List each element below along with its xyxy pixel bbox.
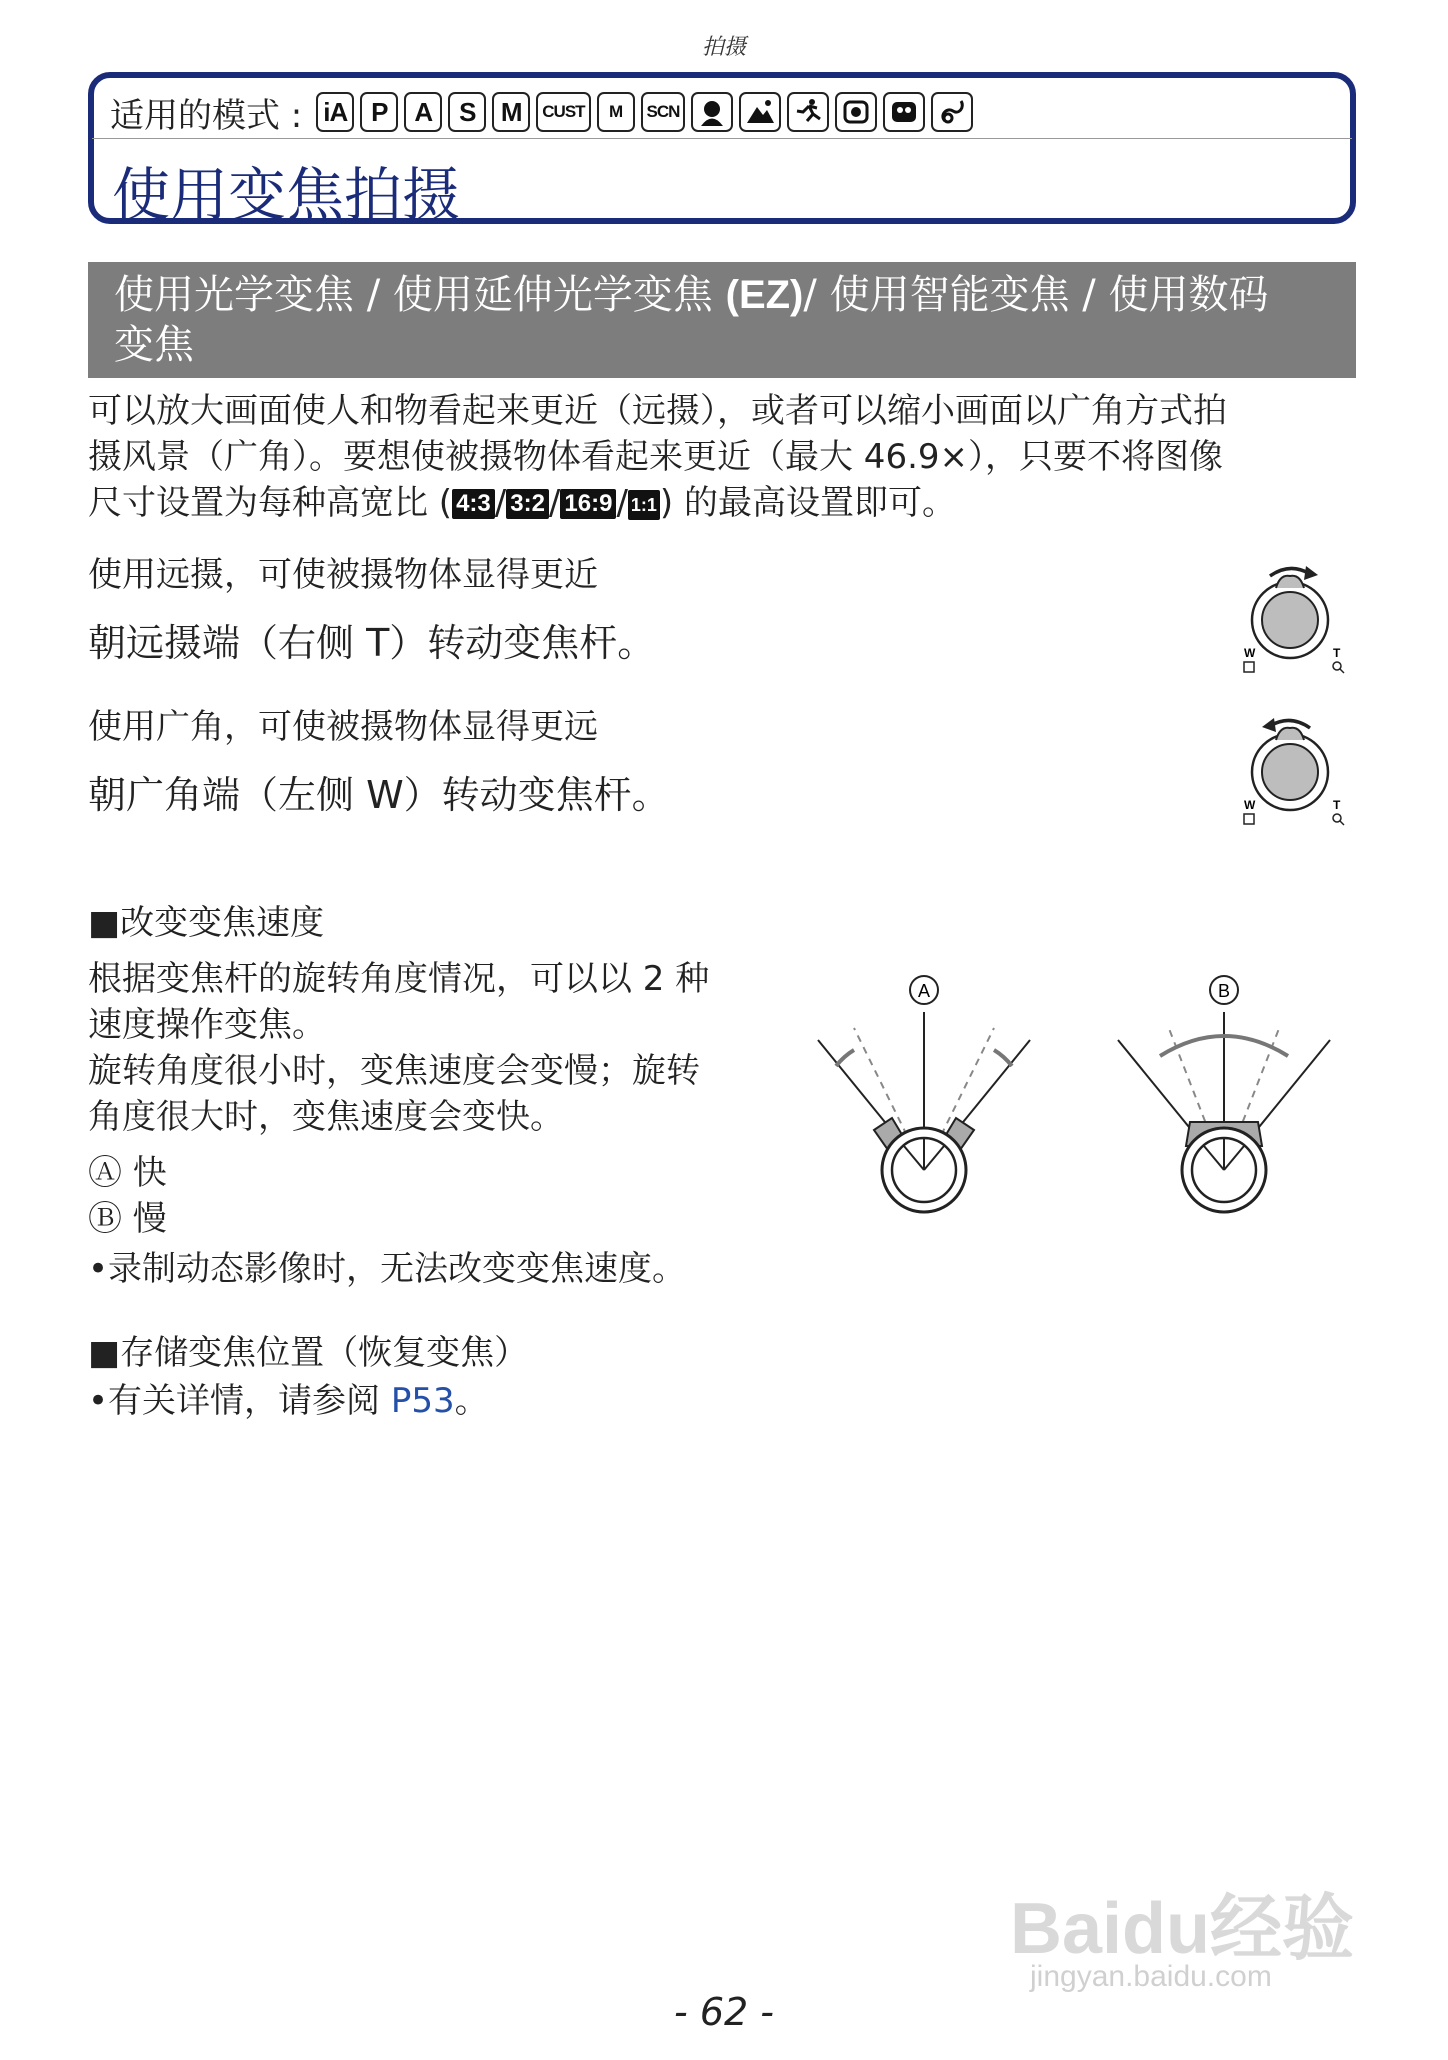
page-title: 使用变焦拍摄 bbox=[112, 161, 461, 229]
zoom-speed-heading: ■改变变焦速度 bbox=[88, 903, 325, 943]
label-b-slow: Ⓑ 慢 bbox=[88, 1199, 167, 1239]
scenery-icon bbox=[739, 92, 781, 132]
zoom-lever-tele-diagram bbox=[1230, 560, 1360, 680]
intro-line-3: 尺寸设置为每种高宽比 ( 4:3 / 3:2 / 16:9 / 1:1) 的最高设置即可。 bbox=[88, 483, 956, 523]
pet-icon bbox=[883, 92, 925, 132]
ratio-4-3-icon: 4:3 bbox=[452, 489, 495, 519]
page-link-p53[interactable]: P53 bbox=[390, 1381, 455, 1421]
intro-line-1: 可以放大画面使人和物看起来更近（远摄），或者可以缩小画面以广角方式拍 bbox=[88, 391, 1227, 431]
label-a-fast: Ⓐ 快 bbox=[88, 1153, 167, 1193]
wide-instruction: 朝广角端（左侧 W）转动变焦杆。 bbox=[88, 773, 670, 817]
zoom-speed-diagram bbox=[800, 960, 1360, 1230]
lever-t-label: T bbox=[1333, 646, 1341, 660]
applicable-modes bbox=[110, 88, 973, 136]
intro-line-3-a: 尺寸设置为每种高宽比 ( bbox=[88, 483, 453, 523]
movie-note: •录制动态影像时，无法改变变焦速度。 bbox=[88, 1249, 687, 1289]
watermark-logo: Baidu经验 bbox=[1010, 1889, 1355, 1969]
custom-mode-icon: CUST bbox=[536, 92, 590, 132]
page-category: 拍摄 bbox=[701, 35, 746, 60]
manual-mode-icon: M bbox=[492, 92, 530, 132]
tele-heading: 使用远摄，可使被摄物体显得更近 bbox=[88, 555, 598, 595]
lever-t-label: T bbox=[1333, 798, 1341, 812]
diagram-a-label: A bbox=[917, 981, 931, 1001]
intro-line-2: 摄风景（广角）。要想使被摄物体看起来更近（最大 46.9×），只要不将图像 bbox=[88, 437, 1223, 477]
zoom-lever-wide-diagram bbox=[1230, 712, 1360, 832]
scene-mode-icon: SCN bbox=[641, 92, 686, 132]
wide-heading: 使用广角，可使被摄物体显得更远 bbox=[88, 707, 598, 747]
ratio-1-1-icon: 1:1 bbox=[628, 490, 660, 520]
section-title-b: / 使用智能变焦 / 使用数码 bbox=[803, 272, 1269, 318]
aperture-mode-icon: A bbox=[404, 92, 442, 132]
section-title-a: 使用光学变焦 / 使用延伸光学变焦 bbox=[114, 272, 726, 318]
zoom-resume-note bbox=[88, 1378, 489, 1424]
sports-icon bbox=[787, 92, 829, 132]
zoom-speed-line-3: 旋转角度很小时，变焦速度会变慢；旋转 bbox=[88, 1051, 700, 1091]
modes-label: 适用的模式 : bbox=[110, 95, 303, 136]
tele-instruction: 朝远摄端（右侧 T）转动变焦杆。 bbox=[88, 621, 656, 665]
shutter-mode-icon: S bbox=[448, 92, 486, 132]
intro-line-3-b: ) 的最高设置即可。 bbox=[659, 483, 956, 523]
zoom-speed-line-2: 速度操作变焦。 bbox=[88, 1005, 326, 1045]
resume-note-text: •有关详情，请参阅 bbox=[88, 1381, 391, 1421]
baby-icon bbox=[835, 92, 877, 132]
portrait-icon bbox=[691, 92, 733, 132]
creative-control-icon bbox=[931, 92, 973, 132]
diagram-b-label: B bbox=[1217, 981, 1231, 1001]
mode-divider bbox=[92, 138, 1352, 139]
lever-w-label: W bbox=[1244, 646, 1256, 660]
zoom-speed-line-1: 根据变焦杆的旋转角度情况，可以以 2 种 bbox=[88, 959, 710, 999]
intelligent-auto-icon: iA bbox=[316, 92, 354, 132]
lever-w-label: W bbox=[1244, 798, 1256, 812]
section-title-c: 变焦 bbox=[114, 322, 194, 368]
section-title-ez: (EZ) bbox=[725, 273, 804, 317]
resume-note-end: 。 bbox=[454, 1381, 489, 1421]
zoom-speed-line-4: 角度很大时，变焦速度会变快。 bbox=[88, 1097, 564, 1137]
watermark-url: jingyan.baidu.com bbox=[1030, 1960, 1272, 1993]
creative-movie-icon: M bbox=[597, 92, 635, 132]
section-heading bbox=[88, 262, 1356, 378]
ratio-3-2-icon: 3:2 bbox=[506, 489, 549, 519]
page-number: - 62 - bbox=[674, 1990, 774, 2034]
program-mode-icon: P bbox=[360, 92, 398, 132]
zoom-resume-heading: ■存储变焦位置（恢复变焦） bbox=[88, 1333, 529, 1373]
ratio-16-9-icon: 16:9 bbox=[560, 489, 616, 519]
